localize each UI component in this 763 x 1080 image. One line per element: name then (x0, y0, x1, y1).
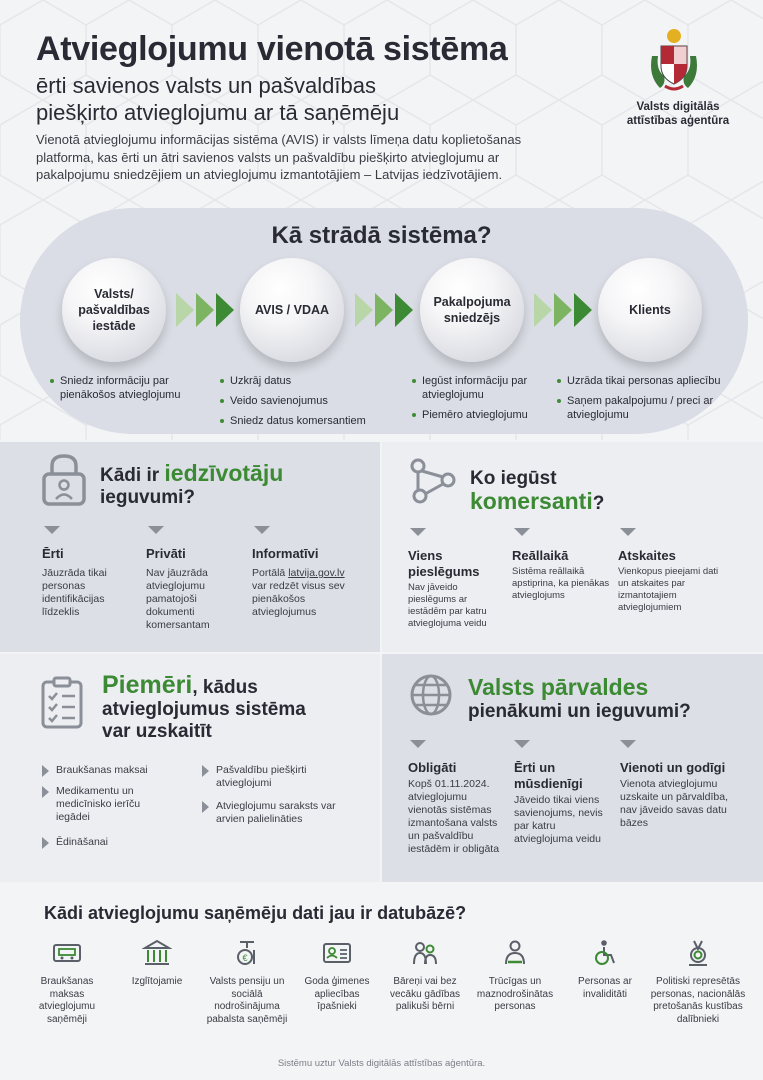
gov-col-mandatory (408, 760, 508, 856)
col-text: Jāveido tikai viens savienojums, nevis par katru atvieglojuma veidu (514, 794, 603, 845)
step-label: pašvaldības (78, 303, 150, 317)
medal-icon (683, 938, 713, 968)
subtitle-line-2: piešķirto atvieglojumu ar tā saņēmēju (36, 100, 400, 125)
col-text (252, 567, 362, 619)
checklist-icon (40, 676, 84, 730)
title-text: pienākumi un ieguvumi? (468, 701, 691, 722)
portal-link[interactable]: latvija.gov.lv (288, 567, 345, 579)
recipient-item (562, 938, 648, 1001)
step-bullets-provider (412, 374, 530, 428)
triangle-down-icon (148, 526, 164, 534)
col-heading: Ērti un mūsdienīgi (514, 760, 583, 791)
merchants-col-realtime (512, 548, 616, 602)
chevron-right-icon (176, 293, 194, 327)
chevron-right-icon (375, 293, 393, 327)
examples-panel (0, 654, 380, 882)
recipient-item (650, 938, 746, 1026)
triangle-down-icon (410, 528, 426, 536)
chevron-right-icon (574, 293, 592, 327)
list-item: Pašvaldību piešķirti atvieglojumi (202, 764, 352, 790)
government-title (468, 676, 758, 723)
person-hand-icon (500, 938, 530, 968)
col-heading: Atskaites (618, 548, 676, 563)
list-item: Braukšanas maksai (42, 764, 182, 777)
recipient-label: Izglītojamie (131, 976, 183, 987)
title-text: atvieglojumus sistēma (102, 699, 306, 720)
title-highlight: komersanti (470, 488, 593, 514)
bullet-item: Uzkrāj datus (220, 374, 380, 388)
recipient-item (294, 938, 380, 1014)
title-text: var uzskaitīt (102, 721, 212, 742)
bus-ticket-icon (52, 938, 82, 968)
residents-col-easy (42, 546, 138, 619)
col-heading: Informatīvi (252, 546, 319, 561)
residents-title (100, 462, 360, 509)
page-description: Vienotā atvieglojumu informācijas sistēma (AVIS) ir valsts līmeņa datu koplietošanas platforma, kas ērti un ātri savienos valsts un pašvaldību piešķirto atvieglojumu ar pakalpojumu sniedzējiem un atvieglojumu izmantotājiem – Latvijas iedzīvotājiem. (36, 132, 522, 182)
page-subtitle (36, 72, 506, 126)
step-label: iestāde (92, 319, 136, 333)
bullet-item: Piemēro atvieglojumu (412, 408, 530, 422)
chevron-right-icon (534, 293, 552, 327)
title-highlight: iedzīvotāju (164, 460, 284, 486)
lock-user-icon (40, 452, 88, 508)
col-text: Vienkopus pieejami dati un atskaites par izmantotajiem atvieglojumiem (618, 566, 719, 613)
col-heading: Obligāti (408, 760, 457, 775)
bullet-item: Sniedz datus komersantiem (220, 414, 380, 428)
triangle-down-icon (410, 740, 426, 748)
triangle-down-icon (254, 526, 270, 534)
merchants-title (470, 468, 740, 515)
subtitle-line-1: ērti savienos valsts un pašvaldības (36, 73, 376, 98)
recipients-title: Kādi atvieglojumu saņēmēju dati jau ir datubāzē? (44, 903, 467, 923)
page-title: Atvieglojumu vienotā sistēma (36, 30, 508, 68)
list-item: Medikamentu un medicīnisko ierīču iegādei (42, 785, 166, 824)
residents-panel (0, 442, 380, 652)
gov-col-fair (620, 760, 730, 830)
government-panel (382, 654, 763, 882)
recipient-item (204, 938, 290, 1026)
recipient-label: Valsts pensiju un sociālā nodrošinājuma pabalsta saņēmēji (206, 976, 288, 1025)
step-label: Pakalpojuma (433, 295, 511, 309)
chevron-right-icon (196, 293, 214, 327)
bullet-item: Veido savienojumus (220, 394, 380, 408)
triangle-down-icon (514, 740, 530, 748)
examples-title (102, 671, 362, 743)
chevron-right-icon (395, 293, 413, 327)
triangle-down-icon (514, 528, 530, 536)
recipient-label: Goda ģimenes apliecības īpašnieki (304, 976, 370, 1012)
merchants-col-single (408, 548, 508, 630)
step-label: Valsts/ (94, 287, 134, 301)
step-label: AVIS / VDAA (254, 303, 330, 317)
step-ball-provider (420, 258, 524, 362)
children-icon (410, 938, 440, 968)
list-item: Ēdināšanai (42, 836, 182, 849)
residents-col-info (252, 546, 362, 619)
step-label: sniedzējs (443, 311, 501, 325)
examples-right-list (202, 764, 352, 826)
network-nodes-icon (408, 456, 458, 506)
col-heading: Viens pieslēgums (408, 548, 480, 579)
bullet-item: Iegūst informāciju par atvieglojumu (412, 374, 530, 402)
process-title: Kā strādā sistēma? (271, 222, 492, 249)
recipient-item (472, 938, 558, 1014)
col-text: Kopš 01.11.2024. atvieglojumu vienotās sistēmas izmantošana valsts un pašvaldību iestādēm ir obligāta (408, 778, 500, 855)
bullet-item: Saņem pakalpojumu / preci ar atvieglojumu (557, 394, 727, 422)
id-card-icon (322, 938, 352, 968)
svg-text:€: € (242, 953, 248, 963)
step-ball-client (598, 258, 702, 362)
recipient-item (24, 938, 110, 1026)
agency-name (618, 100, 738, 128)
col-heading: Privāti (146, 546, 186, 561)
recipient-item (382, 938, 468, 1014)
title-highlight: Valsts pārvaldes (468, 674, 649, 700)
residents-col-private (146, 546, 242, 632)
recipient-label: Braukšanas maksas atvieglojumu saņēmēji (38, 976, 96, 1025)
recipient-label: Personas ar invaliditāti (578, 976, 632, 1000)
col-heading: Reāllaikā (512, 548, 569, 563)
chevron-right-icon (216, 293, 234, 327)
col-text: Nav jāuzrāda atvieglojumu pamatojoši dokumenti komersantam (146, 567, 210, 631)
agency-line-2: attīstības aģentūra (626, 115, 730, 127)
col-text: Jāuzrāda tikai personas identifikācijas līdzeklis (42, 567, 107, 618)
col-heading: Vienoti un godīgi (620, 760, 726, 775)
list-item: Atvieglojumu saraksts var arvien palielināties (202, 800, 352, 826)
title-highlight: Piemēri (102, 671, 193, 699)
bullet-item: Uzrāda tikai personas apliecību (557, 374, 727, 388)
recipient-item (114, 938, 200, 989)
globe-icon (408, 672, 454, 718)
col-text: Nav jāveido pieslēgums ar iestādēm par katru atvieglojuma veidu (408, 582, 487, 629)
step-ball-institution (62, 258, 166, 362)
gov-col-modern (514, 760, 614, 846)
triangle-down-icon (620, 740, 636, 748)
col-text-part: Portālā (252, 567, 289, 579)
recipient-label: Bāreņi vai bez vecāku gādības palikuši bērni (389, 976, 461, 1012)
recipient-label: Politiski represētās personas, nacionālās pretošanās kustības dalībnieki (650, 976, 746, 1025)
merchants-panel (382, 442, 763, 652)
footer-note: Sistēmu uztur Valsts digitālās attīstības aģentūra. (277, 1058, 486, 1069)
bullet-item: Sniedz informāciju par pienākošos atvieglojumu (50, 374, 190, 402)
title-text: ? (592, 493, 605, 514)
col-heading: Ērti (42, 546, 64, 561)
merchants-col-reports (618, 548, 720, 614)
step-bullets-client (557, 374, 727, 428)
col-text-part: var redzēt visus sev pienākošos atvieglojumus (252, 580, 345, 618)
chevron-right-icon (355, 293, 373, 327)
flow-arrows-3 (534, 293, 594, 327)
title-text: ieguvumi? (100, 487, 196, 508)
title-text: Ko iegūst (470, 468, 557, 489)
pension-icon (232, 938, 262, 968)
title-text: , kādus (192, 677, 258, 698)
latvia-coat-of-arms-icon (646, 26, 702, 94)
title-text: Kādi ir (100, 465, 165, 486)
flow-arrows-1 (176, 293, 236, 327)
step-bullets-avis (220, 374, 380, 434)
triangle-down-icon (44, 526, 60, 534)
agency-line-1: Valsts digitālās (636, 101, 720, 113)
col-text: Sistēma reāllaikā apstiprina, ka pienākas atvieglojums (512, 566, 610, 601)
chevron-right-icon (554, 293, 572, 327)
col-text: Vienota atvieglojumu uzskaite un pārvaldība, nav jāveido savas datu bāzes (620, 778, 728, 829)
step-ball-avis (240, 258, 344, 362)
step-label: Klients (629, 303, 671, 317)
recipient-label: Trūcīgas un maznodrošinātas personas (476, 976, 554, 1012)
triangle-down-icon (620, 528, 636, 536)
school-icon (142, 938, 172, 968)
wheelchair-icon (590, 938, 620, 968)
flow-arrows-2 (355, 293, 415, 327)
step-bullets-institution (50, 374, 190, 408)
examples-left-list (42, 764, 182, 849)
